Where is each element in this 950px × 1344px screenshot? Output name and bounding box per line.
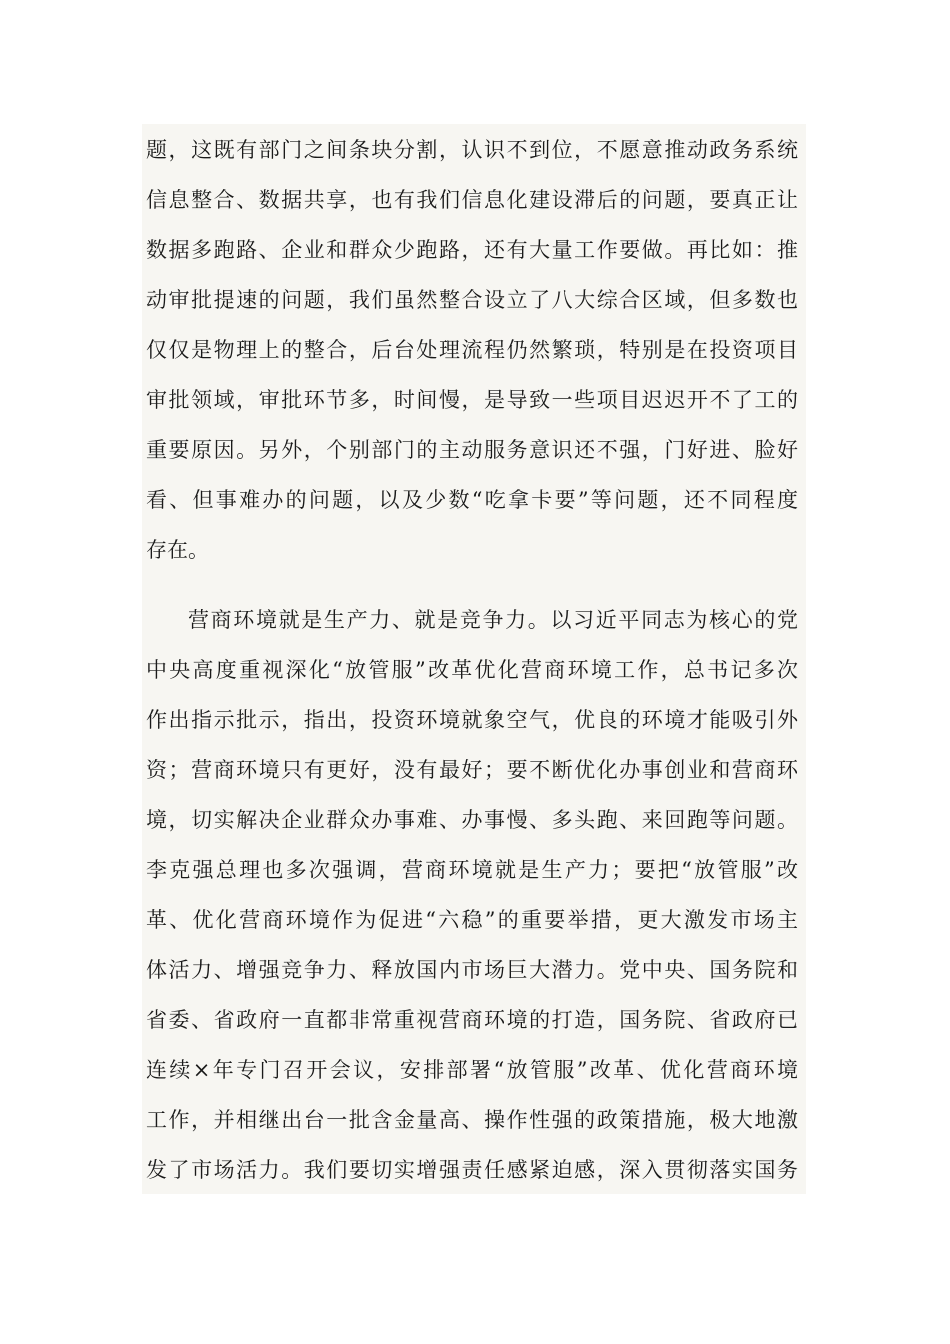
text-line: 发了市场活力。我们要切实增强责任感紧迫感，深入贯彻落实国务 — [146, 1158, 798, 1182]
text-line: 审批领域，审批环节多，时间慢，是导致一些项目迟迟开不了工的 — [146, 388, 798, 412]
text-line: 动审批提速的问题，我们虽然整合设立了八大综合区域，但多数也 — [146, 288, 798, 312]
text-line: 连续×年专门召开会议，安排部署“放管服”改革、优化营商环境 — [146, 1058, 798, 1082]
text-line: 省委、省政府一直都非常重视营商环境的打造，国务院、省政府已 — [146, 1008, 798, 1032]
text-line: 中央高度重视深化“放管服”改革优化营商环境工作，总书记多次 — [146, 658, 798, 682]
text-line: 看、但事难办的问题，以及少数“吃拿卡要”等问题，还不同程度 — [146, 488, 798, 512]
paragraph-first-line: 营商环境就是生产力、就是竞争力。以习近平同志为核心的党 — [188, 608, 798, 632]
text-line: 数据多跑路、企业和群众少跑路，还有大量工作要做。再比如：推 — [146, 238, 798, 262]
text-line: 体活力、增强竞争力、释放国内市场巨大潜力。党中央、国务院和 — [146, 958, 798, 982]
text-line: 仅仅是物理上的整合，后台处理流程仍然繁琐，特别是在投资项目 — [146, 338, 798, 362]
text-body — [142, 124, 806, 1194]
text-line: 作出指示批示，指出，投资环境就象空气，优良的环境才能吸引外 — [146, 708, 798, 732]
text-line: 李克强总理也多次强调，营商环境就是生产力；要把“放管服”改 — [146, 858, 798, 882]
text-line: 境，切实解决企业群众办事难、办事慢、多头跑、来回跑等问题。 — [146, 808, 798, 832]
text-line: 革、优化营商环境作为促进“六稳”的重要举措，更大激发市场主 — [146, 908, 798, 932]
text-line: 存在。 — [146, 538, 209, 562]
text-line: 重要原因。另外，个别部门的主动服务意识还不强，门好进、脸好 — [146, 438, 798, 462]
text-line: 工作，并相继出台一批含金量高、操作性强的政策措施，极大地激 — [146, 1108, 798, 1132]
text-line: 资；营商环境只有更好，没有最好；要不断优化办事创业和营商环 — [146, 758, 798, 782]
text-line: 题，这既有部门之间条块分割，认识不到位，不愿意推动政务系统 — [146, 138, 798, 162]
text-line: 信息整合、数据共享，也有我们信息化建设滞后的问题，要真正让 — [146, 188, 798, 212]
